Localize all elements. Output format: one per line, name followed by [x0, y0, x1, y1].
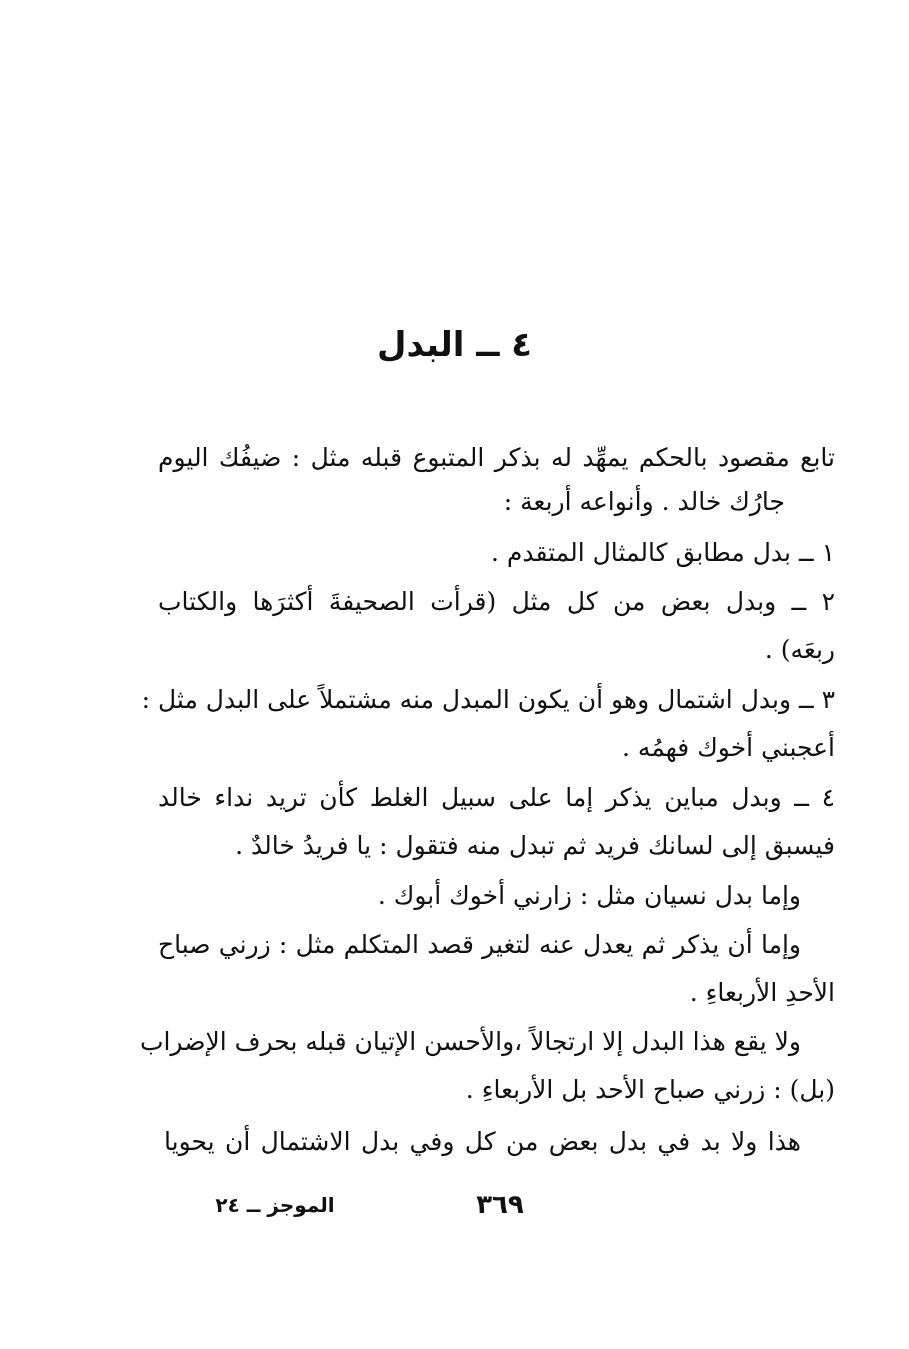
body-line-2: جارُك خالد . وأنواعه أربعة :	[503, 487, 785, 516]
section-title: ٤ ــ البدل	[376, 325, 533, 365]
body-line-7: أعجبني أخوك فهمُه .	[622, 733, 835, 762]
body-line-12: الأحدِ الأربعاءِ .	[689, 978, 835, 1007]
body-line-10: وإما بدل نسيان مثل : زارني أخوك أبوك .	[377, 881, 801, 910]
body-line-6: ٣ ــ وبدل اشتمال وهو أن يكون المبدل منه مشتملاً على البدل مثل :	[141, 685, 835, 714]
body-line-11: وإما أن يذكر ثم يعدل عنه لتغير قصد المتكلم مثل : زرني صباح	[158, 930, 801, 959]
body-line-8: ٤ ــ وبدل مباين يذكر إما على سبيل الغلط كأن تريد نداء خالد	[158, 783, 835, 812]
body-line-14: (بل) : زرني صباح الأحد بل الأربعاءِ .	[465, 1075, 835, 1104]
body-line-1: تابع مقصود بالحكم يمهِّد له بذكر المتبوع قبله مثل : ضيفُك اليوم	[158, 443, 835, 472]
body-line-4: ٢ ــ وبدل بعض من كل مثل (قرأت الصحيفةَ أكثرَها والكتاب	[158, 587, 835, 616]
body-line-13: ولا يقع هذا البدل إلا ارتجالاً ،والأحسن الإتيان قبله بحرف الإضراب	[139, 1027, 801, 1056]
body-line-5: ربعَه) .	[764, 635, 835, 664]
book-signature-mark: الموجز ــ ٢٤	[215, 1193, 335, 1217]
body-line-3: ١ ــ بدل مطابق كالمثال المتقدم .	[490, 538, 835, 567]
page-number: ٣٦٩	[476, 1190, 524, 1220]
body-line-15: هذا ولا بد في بدل بعض من كل وفي بدل الاشتمال أن يحويا	[164, 1127, 801, 1156]
body-line-9: فيسبق إلى لسانك فريد ثم تبدل منه فتقول : يا فريدُ خالدٌ .	[235, 831, 835, 860]
